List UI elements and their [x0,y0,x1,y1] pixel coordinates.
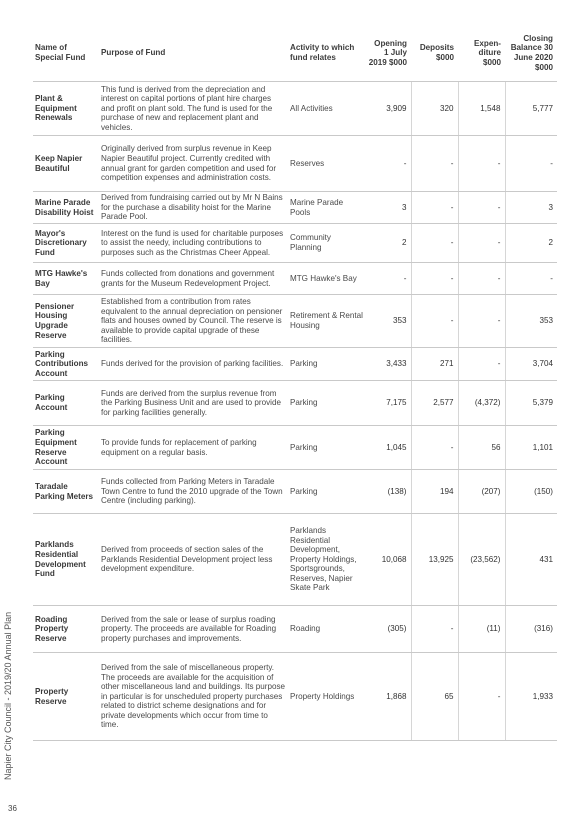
fund-activity: Property Holdings [288,653,366,741]
fund-purpose: Funds derived for the provision of parking facilities. [99,348,288,381]
deposits-value: - [411,295,458,348]
fund-activity: Marine Parade Pools [288,192,366,224]
expenditure-value: 1,548 [458,82,505,136]
fund-purpose: To provide funds for replacement of parking equipment on a regular basis. [99,426,288,470]
expenditure-value: (207) [458,470,505,514]
table-row [33,192,557,224]
table-row [33,136,557,192]
table-row [33,470,557,514]
closing-balance: 2 [505,224,557,263]
page-number: 36 [8,804,17,813]
fund-activity: MTG Hawke's Bay [288,263,366,295]
opening-balance: 10,068 [366,514,411,606]
deposits-value: - [411,426,458,470]
fund-purpose: Funds are derived from the surplus revenue from the Parking Business Unit and are used to provide for parking facilities generally. [99,381,288,426]
deposits-value: 320 [411,82,458,136]
fund-name: Marine Parade Disability Hoist [33,192,99,224]
deposits-value: - [411,136,458,192]
opening-balance: 1,868 [366,653,411,741]
table-row [33,606,557,653]
closing-balance: 5,379 [505,381,557,426]
table-row [33,381,557,426]
fund-name: Parking Equipment Reserve Account [33,426,99,470]
fund-purpose: Funds collected from donations and government grants for the Museum Redevelopment Project. [99,263,288,295]
table-header-row [33,25,557,82]
fund-activity: Parking [288,470,366,514]
expenditure-value: 56 [458,426,505,470]
expenditure-value: - [458,295,505,348]
special-funds-table [33,25,557,741]
closing-balance: 1,933 [505,653,557,741]
expenditure-value: - [458,263,505,295]
table-row [33,224,557,263]
fund-name: Taradale Parking Meters [33,470,99,514]
opening-balance: 3,909 [366,82,411,136]
fund-purpose: Established from a contribution from rates equivalent to the annual depreciation on pensioner flats and houses owned by Council. The reserve is available to provide capital upgrade of these facilities. [99,295,288,348]
closing-balance: 5,777 [505,82,557,136]
expenditure-value: - [458,224,505,263]
closing-balance: 353 [505,295,557,348]
fund-name: Mayor's Discretionary Fund [33,224,99,263]
fund-activity: Parking [288,348,366,381]
opening-balance: - [366,263,411,295]
fund-activity: Community Planning [288,224,366,263]
fund-activity: Parking [288,381,366,426]
deposits-value: - [411,224,458,263]
closing-balance: 3,704 [505,348,557,381]
fund-purpose: Funds collected from Parking Meters in Taradale Town Centre to fund the 2010 upgrade of the Town Centre (including parking). [99,470,288,514]
table-row [33,514,557,606]
fund-name: Parklands Residential Development Fund [33,514,99,606]
deposits-value: - [411,606,458,653]
header-expenditure: Expen-diture $000 [458,25,505,82]
table-row [33,426,557,470]
table-row [33,653,557,741]
fund-activity: Parklands Residential Development, Property Holdings, Sportsgrounds, Reserves, Napier Skate Park [288,514,366,606]
expenditure-value: (11) [458,606,505,653]
closing-balance: - [505,263,557,295]
header-name: Name of Special Fund [33,25,99,82]
expenditure-value: - [458,653,505,741]
fund-purpose: Derived from the sale of miscellaneous property. The proceeds are available for the acquisition of other miscellaneous land and buildings. Its purpose in particular is for unscheduled property purchases related to district scheme designations and for private developments which occur from time to time. [99,653,288,741]
opening-balance: 353 [366,295,411,348]
deposits-value: 271 [411,348,458,381]
table-row [33,348,557,381]
closing-balance: 1,101 [505,426,557,470]
expenditure-value: - [458,192,505,224]
fund-purpose: This fund is derived from the depreciation and interest on capital portions of plant hire charges and profit on plant sold. The fund is used for the purchase of new and replacement plant and vehicles. [99,82,288,136]
deposits-value: - [411,263,458,295]
fund-name: Plant & Equipment Renewals [33,82,99,136]
fund-activity: Reserves [288,136,366,192]
fund-purpose: Derived from the sale or lease of surplus roading property. The proceeds are available for Roading property purchases and improvements. [99,606,288,653]
opening-balance: - [366,136,411,192]
header-activity: Activity to which fund relates [288,25,366,82]
fund-activity: Roading [288,606,366,653]
expenditure-value: (23,562) [458,514,505,606]
side-document-title: Napier City Council - 2019/20 Annual Plan [3,611,13,780]
deposits-value: 194 [411,470,458,514]
expenditure-value: - [458,136,505,192]
fund-name: Parking Account [33,381,99,426]
opening-balance: (305) [366,606,411,653]
deposits-value: 2,577 [411,381,458,426]
deposits-value: 65 [411,653,458,741]
table-row [33,295,557,348]
closing-balance: 431 [505,514,557,606]
fund-name: Pensioner Housing Upgrade Reserve [33,295,99,348]
fund-purpose: Interest on the fund is used for charitable purposes to assist the needy, including contributions to purposes such as the Christmas Cheer Appeal. [99,224,288,263]
table-row [33,82,557,136]
expenditure-value: (4,372) [458,381,505,426]
deposits-value: 13,925 [411,514,458,606]
opening-balance: 3 [366,192,411,224]
header-closing: Closing Balance 30 June 2020 $000 [505,25,557,82]
opening-balance: 7,175 [366,381,411,426]
closing-balance: (316) [505,606,557,653]
deposits-value: - [411,192,458,224]
opening-balance: (138) [366,470,411,514]
opening-balance: 3,433 [366,348,411,381]
fund-activity: All Activities [288,82,366,136]
fund-activity: Retirement & Rental Housing [288,295,366,348]
opening-balance: 1,045 [366,426,411,470]
closing-balance: - [505,136,557,192]
fund-purpose: Derived from fundraising carried out by Mr N Bains for the purchase a disability hoist for the Marine Parade Pool. [99,192,288,224]
fund-name: Roading Property Reserve [33,606,99,653]
fund-purpose: Derived from proceeds of section sales of the Parklands Residential Development project less development expenditure. [99,514,288,606]
fund-name: Keep Napier Beautiful [33,136,99,192]
closing-balance: 3 [505,192,557,224]
fund-activity: Parking [288,426,366,470]
fund-name: Parking Contributions Account [33,348,99,381]
opening-balance: 2 [366,224,411,263]
expenditure-value: - [458,348,505,381]
header-purpose: Purpose of Fund [99,25,288,82]
fund-name: Property Reserve [33,653,99,741]
header-deposits: Deposits $000 [411,25,458,82]
header-opening: Opening 1 July 2019 $000 [366,25,411,82]
closing-balance: (150) [505,470,557,514]
fund-name: MTG Hawke's Bay [33,263,99,295]
table-row [33,263,557,295]
fund-purpose: Originally derived from surplus revenue in Keep Napier Beautiful project. Currently credited with annual grant for garden competition and used for competition expenses and administration costs. [99,136,288,192]
